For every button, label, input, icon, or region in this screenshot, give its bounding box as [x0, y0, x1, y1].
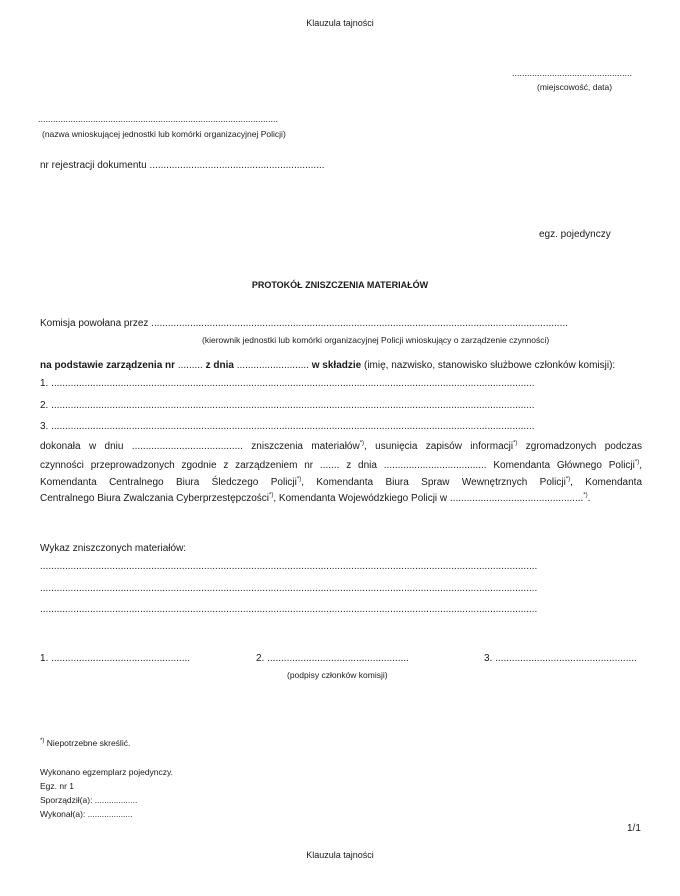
- basis-date-field[interactable]: ..........................: [233, 360, 312, 371]
- place-date-caption: (miejscowość, data): [537, 82, 613, 92]
- member-line-1[interactable]: 1. ..............................................................................................................................................................................: [40, 378, 535, 389]
- signature-field-3[interactable]: 3. ...................................................: [484, 653, 637, 664]
- copy-number: Egz. nr 1: [40, 781, 75, 791]
- basis-order-label: na podstawie zarządzenia nr: [40, 360, 176, 371]
- footnote: *) Niepotrzebne skreślić.: [40, 738, 131, 748]
- paragraph-line-4: Centralnego Biura Zwalczania Cyberprzestępczości*), Komendanta Wojewódzkiego Policji w ................................................*).: [40, 492, 591, 504]
- member-line-3[interactable]: 3. ..............................................................................................................................................................................: [40, 421, 535, 432]
- signatures-caption: (podpisy członków komisji): [287, 670, 388, 680]
- signature-field-2[interactable]: 2. ...................................................: [256, 653, 409, 664]
- basis-composition-note: (imię, nazwisko, stanowisko służbowe członków komisji):: [361, 360, 616, 371]
- basis-order-number-field[interactable]: .........: [175, 360, 206, 371]
- copy-note: egz. pojedynczy: [539, 229, 611, 240]
- basis-date-label: z dnia: [205, 360, 234, 371]
- copies-note: Wykonano egzemplarz pojedynczy.: [40, 767, 173, 777]
- materials-line-1[interactable]: ...................................................................................................................................................................................: [40, 561, 538, 572]
- page-number: 1/1: [627, 823, 641, 834]
- commission-caption: (kierownik jednostki lub komórki organizacyjnej Policji wnioskujący o zarządzenie czynności): [202, 335, 550, 345]
- materials-line-2[interactable]: ...................................................................................................................................................................................: [40, 583, 538, 594]
- paragraph-line-2: czynności przeprowadzonych zgodnie z zarządzeniem nr ....... z dnia ..................................... Komendanta Głównego Policji*),: [40, 459, 642, 471]
- materials-line-3[interactable]: ...................................................................................................................................................................................: [40, 604, 538, 615]
- paragraph-line-3: Komendanta Centralnego Biura Śledczego Policji*), Komendanta Biura Spraw Wewnętrznych Policji*), Komendanta: [40, 476, 643, 488]
- member-line-2[interactable]: 2. ..............................................................................................................................................................................: [40, 400, 535, 411]
- basis-line: [40, 360, 615, 371]
- unit-name-field[interactable]: ................................................................................................: [38, 114, 279, 124]
- prepared-by-field[interactable]: Sporządził(a): ..................: [40, 795, 138, 805]
- unit-name-caption: (nazwa wnioskującej jednostki lub komórki organizacyjnej Policji): [42, 129, 286, 139]
- signature-field-1[interactable]: 1. ..................................................: [40, 653, 191, 664]
- executed-by-field[interactable]: Wykonał(a): ...................: [40, 809, 133, 819]
- confidentiality-clause-footer: Klauzula tajności: [306, 850, 374, 860]
- materials-label: Wykaz zniszczonych materiałów:: [40, 543, 187, 554]
- paragraph-line-1: dokonała w dniu ........................................ zniszczenia materiałów*), usunięcia zapisów informacji*) zgromadzonych podczas: [40, 440, 642, 452]
- commission-field[interactable]: Komisja powołana przez ......................................................................................................................................................: [40, 318, 568, 329]
- basis-composition-label: w składzie: [311, 360, 362, 371]
- place-date-field[interactable]: ................................................: [512, 68, 633, 78]
- confidentiality-clause-header: Klauzula tajności: [306, 18, 374, 28]
- registration-number-field[interactable]: nr rejestracji dokumentu ...............................................................: [40, 160, 325, 171]
- document-title: PROTOKÓŁ ZNISZCZENIA MATERIAŁÓW: [251, 280, 429, 290]
